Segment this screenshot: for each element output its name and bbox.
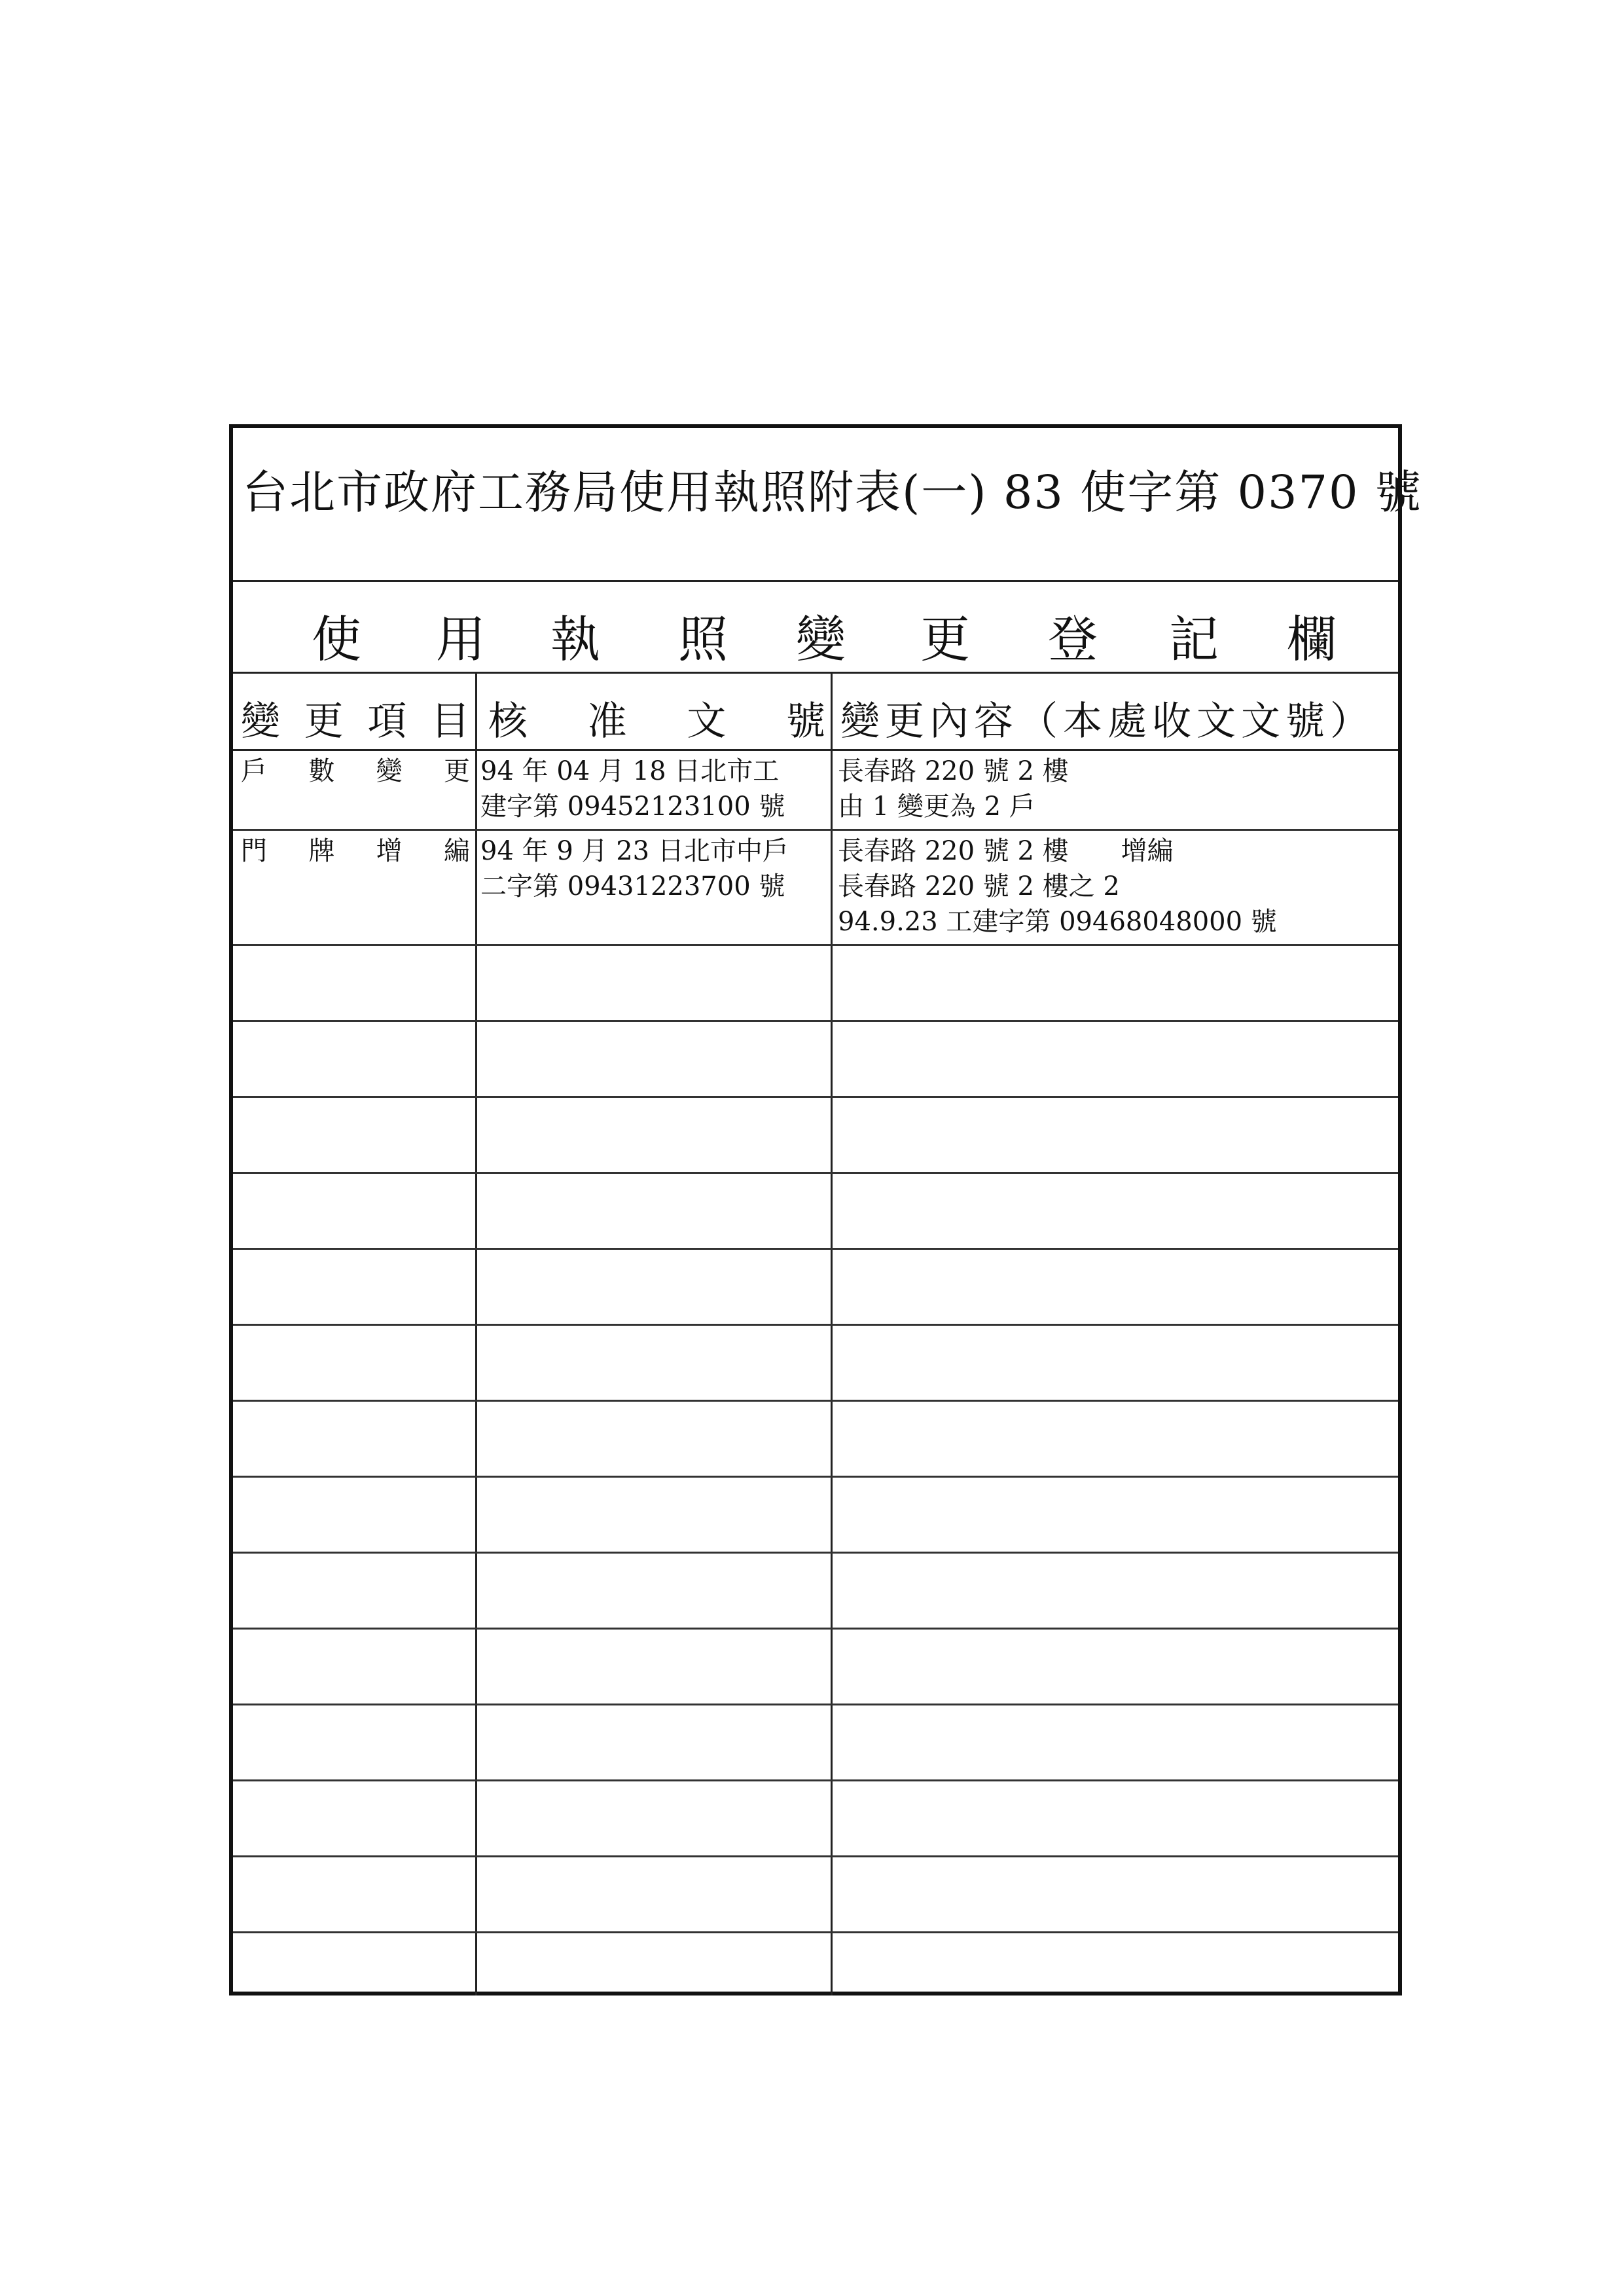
row1-approval-line2: 建字第 09452123100 號: [480, 792, 785, 822]
row2-approval-line1: 94 年 9 月 23 日北市中戶: [480, 836, 789, 866]
row-divider: [233, 1172, 1398, 1174]
row-divider: [233, 1628, 1398, 1630]
header-char: 項: [367, 699, 407, 744]
row2-content-line2: 長春路 220 號 2 樓之 2: [838, 871, 1120, 902]
row2-item: [241, 834, 470, 868]
row1-content-line1: 長春路 220 號 2 樓: [838, 756, 1069, 786]
section-char: 登: [1048, 610, 1098, 668]
row-divider: [233, 944, 1398, 946]
item-char: 戶: [241, 756, 267, 786]
row-divider: [233, 1248, 1398, 1250]
section-char: 照: [678, 610, 728, 668]
header-char: 變: [241, 699, 280, 744]
row-divider: [233, 1020, 1398, 1022]
section-char: 欄: [1287, 610, 1337, 668]
row-divider: [233, 1476, 1398, 1478]
item-char: 增: [376, 836, 403, 866]
column-header-row: [233, 672, 1398, 751]
row-divider: [233, 1931, 1398, 1933]
row2-content-line1: 長春路 220 號 2 樓 增編: [838, 836, 1174, 866]
row2-approval-line2: 二字第 09431223700 號: [480, 871, 785, 902]
row1-content-line2: 由 1 變更為 2 戶: [838, 792, 1035, 822]
column-divider: [831, 672, 833, 1995]
section-char: 記: [1169, 610, 1219, 668]
item-char: 門: [241, 836, 267, 866]
header-char: 更: [304, 699, 344, 744]
header-char: 文: [687, 699, 727, 744]
header-char: 號: [785, 699, 825, 744]
row-divider: [233, 829, 1398, 831]
form-title: 台北市政府工務局使用執照附表(一) 83 使字第 0370 號: [242, 465, 1422, 519]
row-divider: [233, 1704, 1398, 1705]
item-char: 牌: [308, 836, 335, 866]
usage-license-form: [229, 424, 1422, 1995]
section-char: 用: [436, 610, 486, 668]
header-char: 核: [488, 699, 528, 744]
item-char: 變: [376, 756, 403, 786]
row2-content-line3: 94.9.23 工建字第 09468048000 號: [838, 907, 1277, 937]
column-divider: [475, 672, 477, 1995]
row1-item: [241, 754, 470, 788]
form-title-row: [233, 428, 1422, 582]
item-char: 數: [308, 756, 335, 786]
section-char: 使: [312, 610, 361, 668]
row-divider: [233, 1552, 1398, 1554]
item-char: 更: [443, 756, 470, 786]
header-change-content: 變更內容（本處收文文號）: [840, 699, 1375, 744]
row-divider: [233, 1400, 1398, 1402]
item-char: 編: [443, 836, 470, 866]
row-divider: [233, 1096, 1398, 1098]
header-change-item: [241, 690, 470, 746]
header-char: 准: [587, 699, 627, 744]
header-char: 目: [430, 699, 470, 744]
header-approval-number: [488, 690, 825, 746]
row1-approval-line1: 94 年 04 月 18 日北市工: [480, 756, 780, 786]
section-char: 變: [796, 610, 846, 668]
row-divider: [233, 1324, 1398, 1326]
row-divider: [233, 1855, 1398, 1857]
section-char: 更: [920, 610, 970, 668]
section-heading-row: [233, 580, 1398, 674]
row-divider: [233, 1779, 1398, 1781]
section-char: 執: [550, 610, 600, 668]
